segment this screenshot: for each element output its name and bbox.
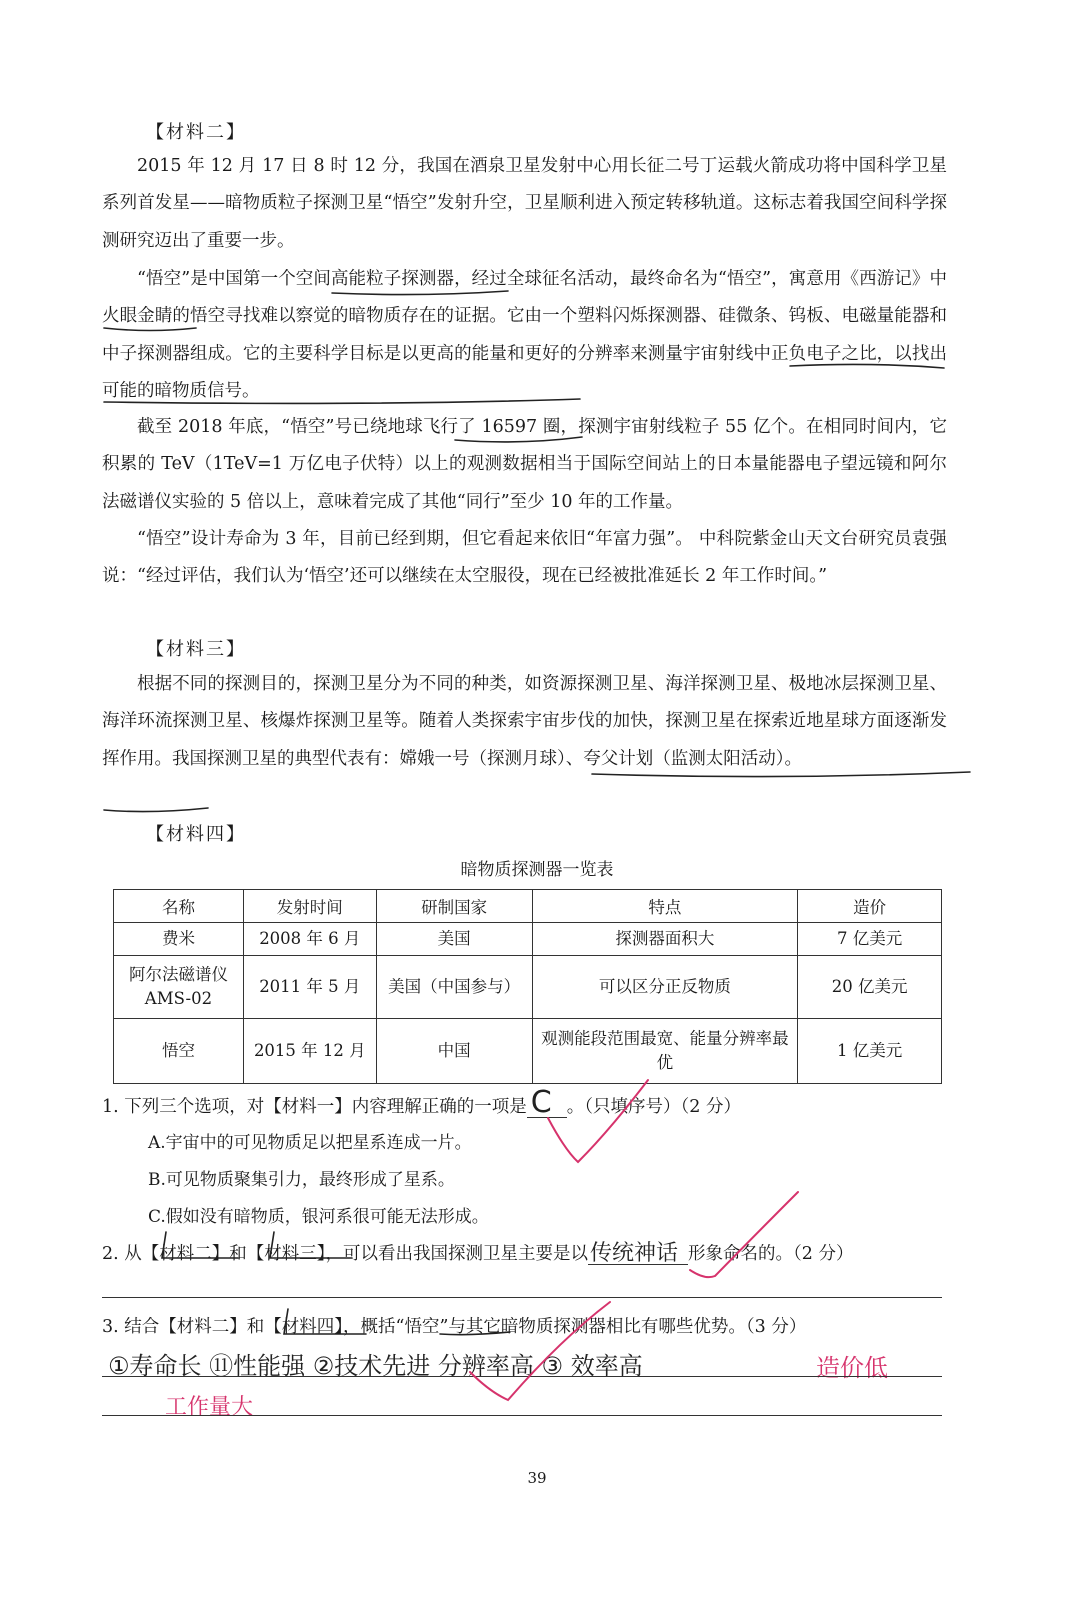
question-1-option-a: A.宇宙中的可见物质足以把星系连成一片。: [148, 1133, 472, 1153]
question-1-instruction: 。（只填序号）（2 分）: [566, 1097, 741, 1117]
answer-line[interactable]: [102, 1297, 942, 1298]
table-header-cell: 名称: [114, 890, 244, 923]
pencil-underline: [104, 808, 208, 812]
table-header-cell: 特点: [532, 890, 798, 923]
table-cell: 2011 年 5 月: [243, 956, 376, 1019]
material2-paragraph-1: 2015 年 12 月 17 日 8 时 12 分，我国在酒泉卫星发射中心用长征二号丁运载火箭成功将中国科学卫星系列首发星——暗物质粒子探测卫星“悟空”发射升空，卫星顺利进入预定转移轨道。这标志着我国空间科学探测研究迈出了重要一步。: [102, 156, 947, 251]
question-1-option-b: B.可见物质聚集引力，最终形成了星系。: [148, 1170, 455, 1190]
detector-table: [113, 889, 942, 1084]
question-1-answer-blank[interactable]: [527, 1085, 567, 1120]
table-cell: 中国: [376, 1019, 532, 1084]
table-row: [114, 956, 942, 1019]
question-2-text: 2. 从【材料二】和【材料三】，可以看出我国探测卫星主要是以: [102, 1244, 589, 1264]
material2-heading: 【材料二】: [146, 122, 246, 143]
material3-heading: 【材料三】: [146, 639, 246, 660]
table-cell: 费米: [114, 923, 244, 956]
question-1-text: 1. 下列三个选项，对【材料一】内容理解正确的一项是: [102, 1097, 527, 1117]
question-2: [102, 1240, 853, 1265]
table-cell: 阿尔法磁谱仪 AMS-02: [114, 956, 244, 1019]
table-cell: 2015 年 12 月: [243, 1019, 376, 1084]
table-cell: 探测器面积大: [532, 923, 798, 956]
table-cell: 可以区分正反物质: [532, 956, 798, 1019]
table-title: 暗物质探测器一览表: [460, 860, 614, 880]
teacher-annotation: 工作量大: [165, 1395, 254, 1420]
table-row: [114, 923, 942, 956]
question-3: 3. 结合【材料二】和【材料四】，概括“悟空”与其它暗物质探测器相比有哪些优势。（3 分）: [102, 1317, 807, 1337]
table-header-cell: 研制国家: [376, 890, 532, 923]
table-cell: 美国: [376, 923, 532, 956]
table-header-row: [114, 890, 942, 923]
answer-line[interactable]: [102, 1415, 942, 1416]
question-2-answer-blank[interactable]: [588, 1241, 688, 1266]
material2-paragraph-2: “悟空”是中国第一个空间高能粒子探测器，经过全球征名活动，最终命名为“悟空”，寓意用《西游记》中火眼金睛的悟空寻找难以察觉的暗物质存在的证据。它由一个塑料闪烁探测器、硅微条、钨板、电磁量能器和中子探测器组成。它的主要科学目标是以更高的能量和更好的分辨率来测量宇宙射线中正负电子之比，以找出可能的暗物质信号。: [102, 269, 947, 401]
question-2-instruction: 形象命名的。（2 分）: [688, 1244, 854, 1264]
material4-heading: 【材料四】: [146, 824, 246, 845]
table-cell: 7 亿美元: [798, 923, 942, 956]
question-1: [102, 1085, 741, 1120]
question-3-handwritten-answer: ①寿命长 ⑪性能强 ②技术先进 分辨率高 ③ 效率高: [108, 1352, 643, 1380]
question-1-handwritten-answer: C: [530, 1085, 552, 1120]
table-cell: 观测能段范围最宽、能量分辨率最优: [532, 1019, 798, 1084]
table-header-cell: 造价: [798, 890, 942, 923]
table-cell: 1 亿美元: [798, 1019, 942, 1084]
answer-line[interactable]: [102, 1376, 942, 1377]
table-cell: 2008 年 6 月: [243, 923, 376, 956]
table-cell: 悟空: [114, 1019, 244, 1084]
teacher-annotation: 造价低: [816, 1354, 888, 1382]
material3-paragraph-1: 根据不同的探测目的，探测卫星分为不同的种类，如资源探测卫星、海洋探测卫星、极地冰层探测卫星、海洋环流探测卫星、核爆炸探测卫星等。随着人类探索宇宙步伐的加快，探测卫星在探索近地星球方面逐渐发挥作用。我国探测卫星的典型代表有：嫦娥一号（探测月球）、夸父计划（监测太阳活动）。: [102, 674, 947, 769]
table-header-cell: 发射时间: [243, 890, 376, 923]
question-2-handwritten-answer: 传统神话: [590, 1241, 679, 1266]
material2-paragraph-3: 截至 2018 年底，“悟空”号已绕地球飞行了 16597 圈，探测宇宙射线粒子 55 亿个。在相同时间内，它积累的 TeV（1TeV=1 万亿电子伏特）以上的观测数据相当于国际空间站上的日本量能器电子望远镜和阿尔法磁谱仪实验的 5 倍以上，意味着完成了其他“同行”至少 10 年的工作量。: [102, 417, 947, 512]
table-row: [114, 1019, 942, 1084]
material2-paragraph-4: “悟空”设计寿命为 3 年，目前已经到期，但它看起来依旧“年富力强”。 中科院紫金山天文台研究员袁强说：“经过评估，我们认为‘悟空’还可以继续在太空服役，现在已经被批准延长 2 年工作时间。”: [102, 529, 947, 587]
page-number: 39: [527, 1469, 547, 1487]
question-1-option-c: C.假如没有暗物质，银河系很可能无法形成。: [148, 1207, 489, 1227]
table-cell: 美国（中国参与）: [376, 956, 532, 1019]
table-cell: 20 亿美元: [798, 956, 942, 1019]
